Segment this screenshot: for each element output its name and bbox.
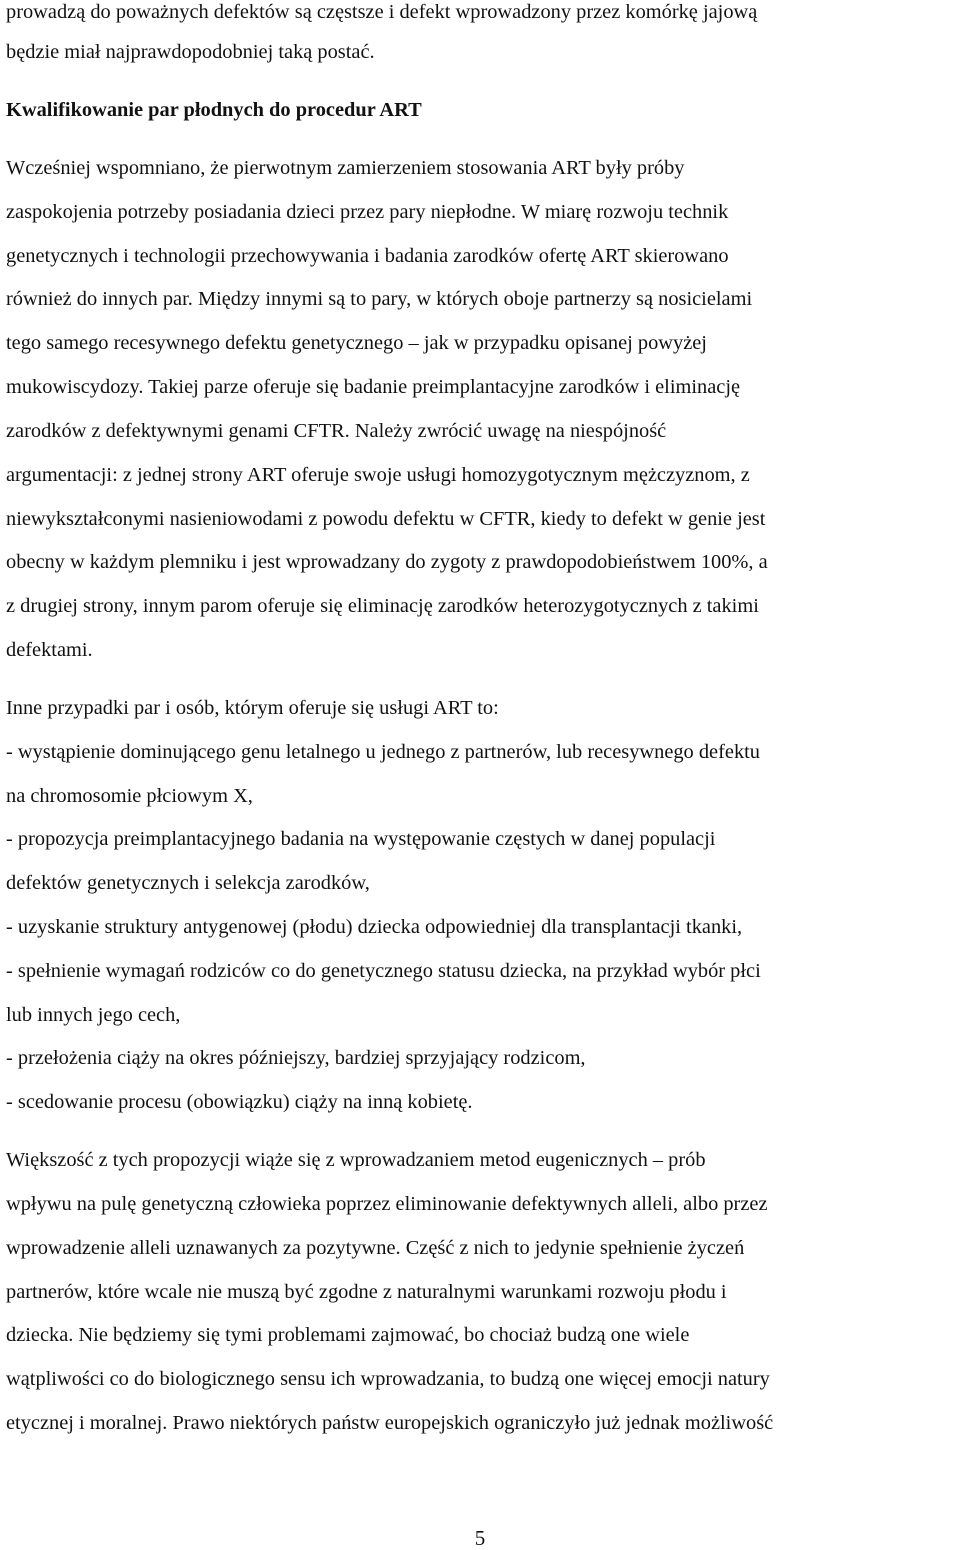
text-line: z drugiej strony, innym parom oferuje się eliminację zarodków heterozygotycznych z takimi [6, 595, 759, 617]
text-line: argumentacji: z jednej strony ART oferuje swoje usługi homozygotycznym mężczyznom, z [6, 464, 750, 486]
text-line: dziecka. Nie będziemy się tymi problemami zajmować, bo chociaż budzą one wiele [6, 1324, 690, 1346]
page-number: 5 [474, 1526, 486, 1550]
list-item-continuation: defektów genetycznych i selekcja zarodków, [6, 872, 370, 894]
text-line: obecny w każdym plemniku i jest wprowadzany do zygoty z prawdopodobieństwem 100%, a [6, 551, 768, 573]
text-line: Inne przypadki par i osób, którym oferuje się usługi ART to: [6, 697, 499, 719]
list-item: - wystąpienie dominującego genu letalnego u jednego z partnerów, lub recesywnego defektu [6, 741, 760, 763]
text-line: Większość z tych propozycji wiąże się z wprowadzaniem metod eugenicznych – prób [6, 1149, 706, 1171]
list-item-continuation: lub innych jego cech, [6, 1004, 181, 1026]
text-line: niewykształconymi nasieniowodami z powodu defektu w CFTR, kiedy to defekt w genie jest [6, 508, 766, 530]
text-line: etycznej i moralnej. Prawo niektórych państw europejskich ograniczyło już jednak możliwość [6, 1412, 774, 1434]
list-item: - przełożenia ciąży na okres późniejszy, bardziej sprzyjający rodzicom, [6, 1047, 586, 1069]
list-item: - uzyskanie struktury antygenowej (płodu) dziecka odpowiedniej dla transplantacji tkanki, [6, 916, 743, 938]
list-item: - scedowanie procesu (obowiązku) ciąży na inną kobietę. [6, 1091, 473, 1113]
text-line: wprowadzenie alleli uznawanych za pozytywne. Część z nich to jedynie spełnienie życzeń [6, 1237, 745, 1259]
list-item-continuation: na chromosomie płciowym X, [6, 785, 253, 807]
text-line: defektami. [6, 639, 93, 661]
text-line: mukowiscydozy. Takiej parze oferuje się badanie preimplantacyjne zarodków i eliminację [6, 376, 741, 398]
text-line: genetycznych i technologii przechowywania i badania zarodków ofertę ART skierowano [6, 245, 729, 267]
text-line: Wcześniej wspomniano, że pierwotnym zamierzeniem stosowania ART były próby [6, 157, 685, 179]
text-line: wątpliwości co do biologicznego sensu ich wprowadzania, to budzą one więcej emocji natury [6, 1368, 770, 1390]
list-item: - spełnienie wymagań rodziców co do genetycznego statusu dziecka, na przykład wybór płci [6, 960, 761, 982]
list-item: - propozycja preimplantacyjnego badania na występowanie częstych w danej populacji [6, 828, 716, 850]
text-line: będzie miał najprawdopodobniej taką postać. [6, 41, 375, 63]
text-line: zarodków z defektywnymi genami CFTR. Należy zwrócić uwagę na niespójność [6, 420, 667, 442]
section-heading: Kwalifikowanie par płodnych do procedur ART [6, 99, 422, 121]
text-line: prowadzą do poważnych defektów są częstsze i defekt wprowadzony przez komórkę jajową [6, 1, 758, 23]
text-line: również do innych par. Między innymi są to pary, w których oboje partnerzy są nosicielami [6, 288, 753, 310]
text-line: partnerów, które wcale nie muszą być zgodne z naturalnymi warunkami rozwoju płodu i [6, 1281, 727, 1303]
text-line: wpływu na pulę genetyczną człowieka poprzez eliminowanie defektywnych alleli, albo przez [6, 1193, 768, 1215]
text-line: zaspokojenia potrzeby posiadania dzieci przez pary niepłodne. W miarę rozwoju technik [6, 201, 729, 223]
text-line: tego samego recesywnego defektu genetycznego – jak w przypadku opisanej powyżej [6, 332, 707, 354]
